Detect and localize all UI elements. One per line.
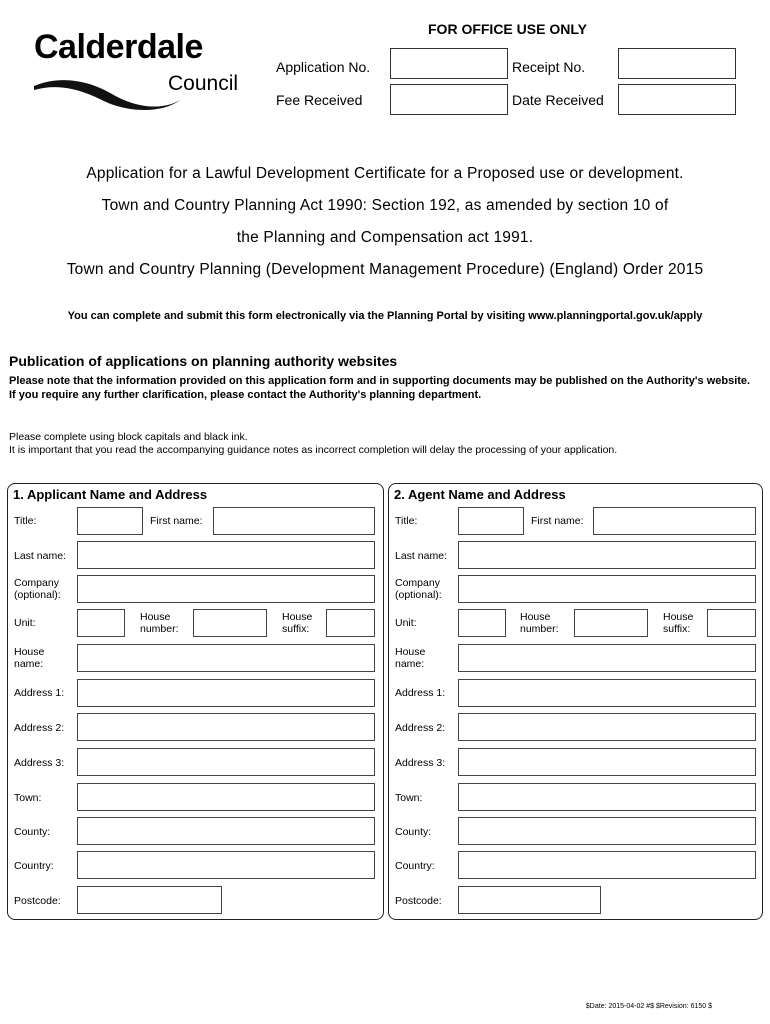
agent-first-name-input[interactable] (593, 507, 756, 535)
applicant-county-input[interactable] (77, 817, 375, 845)
applicant-address3-label: Address 3: (14, 757, 65, 769)
applicant-title-input[interactable] (77, 507, 143, 535)
application-no-label: Application No. (276, 59, 371, 75)
applicant-address2-input[interactable] (77, 713, 375, 741)
applicant-house-suffix-input[interactable] (326, 609, 375, 637)
agent-unit-label: Unit: (395, 617, 417, 629)
agent-postcode-input[interactable] (458, 886, 601, 914)
agent-unit-input[interactable] (458, 609, 506, 637)
intro-line-3: the Planning and Compensation act 1991. (236, 229, 534, 246)
revision-footer: $Date: 2015-04-02 #$ $Revision: 6150 $ (585, 1003, 712, 1010)
agent-address2-input[interactable] (458, 713, 756, 741)
agent-address3-label: Address 3: (395, 757, 446, 769)
receipt-no-field[interactable] (618, 48, 736, 79)
applicant-house-name-input[interactable] (77, 644, 375, 672)
logo-text: Calderdale (34, 28, 203, 66)
publication-text: Please note that the information provided on this application form and in supporting documents may be published on the Authority's website. If you require any further clarification, please contact the Authority's planning department. (9, 375, 751, 401)
agent-address2-label: Address 2: (395, 722, 446, 734)
agent-title-label: Title: (395, 515, 418, 527)
receipt-no-label: Receipt No. (512, 59, 586, 75)
agent-house-name-input[interactable] (458, 644, 756, 672)
agent-title-input[interactable] (458, 507, 524, 535)
agent-last-name-input[interactable] (458, 541, 756, 569)
applicant-postcode-label: Postcode: (14, 895, 61, 907)
applicant-town-label: Town: (14, 792, 42, 804)
agent-address1-label: Address 1: (395, 687, 446, 699)
guidance-line-2: It is important that you read the accompanying guidance notes as incorrect completion will delay the processing of your application. (9, 444, 618, 456)
agent-house-suffix-label: House suffix: (663, 611, 694, 635)
logo-swoosh-icon (32, 72, 182, 114)
agent-county-label: County: (395, 826, 432, 838)
applicant-title-label: Title: (14, 515, 37, 527)
agent-section-title: 2. Agent Name and Address (394, 487, 566, 502)
applicant-country-label: Country: (14, 860, 54, 872)
agent-company-input[interactable] (458, 575, 756, 603)
agent-house-number-label: House number: (520, 611, 559, 635)
applicant-address2-label: Address 2: (14, 722, 65, 734)
agent-country-input[interactable] (458, 851, 756, 879)
applicant-company-input[interactable] (77, 575, 375, 603)
applicant-address1-input[interactable] (77, 679, 375, 707)
agent-address3-input[interactable] (458, 748, 756, 776)
applicant-address3-input[interactable] (77, 748, 375, 776)
agent-address1-input[interactable] (458, 679, 756, 707)
intro-line-2: Town and Country Planning Act 1990: Section 192, as amended by section 10 of (101, 197, 669, 214)
agent-house-number-input[interactable] (574, 609, 648, 637)
publication-title: Publication of applications on planning authority websites (9, 353, 398, 369)
agent-last-name-label: Last name: (395, 550, 447, 562)
agent-house-name-label: House name: (395, 646, 426, 670)
date-received-label: Date Received (512, 92, 604, 108)
agent-house-suffix-input[interactable] (707, 609, 756, 637)
applicant-country-input[interactable] (77, 851, 375, 879)
applicant-postcode-input[interactable] (77, 886, 222, 914)
agent-first-name-label: First name: (531, 515, 584, 527)
applicant-address1-label: Address 1: (14, 687, 65, 699)
applicant-first-name-label: First name: (150, 515, 203, 527)
agent-town-label: Town: (395, 792, 423, 804)
guidance-line-1: Please complete using block capitals and black ink. (9, 431, 248, 443)
applicant-county-label: County: (14, 826, 51, 838)
agent-postcode-label: Postcode: (395, 895, 442, 907)
applicant-house-name-label: House name: (14, 646, 45, 670)
date-received-field[interactable] (618, 84, 736, 115)
applicant-house-number-input[interactable] (193, 609, 267, 637)
intro-line-4: Town and Country Planning (Development Management Procedure) (England) Order 2015 (66, 261, 704, 278)
applicant-section-title: 1. Applicant Name and Address (13, 487, 208, 502)
agent-company-label: Company (optional): (395, 577, 442, 601)
applicant-house-number-label: House number: (140, 611, 179, 635)
intro-line-1: Application for a Lawful Development Certificate for a Proposed use or development. (86, 165, 684, 182)
agent-town-input[interactable] (458, 783, 756, 811)
agent-country-label: Country: (395, 860, 435, 872)
applicant-first-name-input[interactable] (213, 507, 375, 535)
office-use-title: FOR OFFICE USE ONLY (428, 21, 587, 37)
portal-note: You can complete and submit this form electronically via the Planning Portal by visiting www.planningportal.gov.uk/apply (67, 310, 703, 322)
applicant-house-suffix-label: House suffix: (282, 611, 313, 635)
applicant-company-label: Company (optional): (14, 577, 61, 601)
agent-county-input[interactable] (458, 817, 756, 845)
fee-received-field[interactable] (390, 84, 508, 115)
applicant-town-input[interactable] (77, 783, 375, 811)
applicant-last-name-label: Last name: (14, 550, 66, 562)
fee-received-label: Fee Received (276, 92, 363, 108)
applicant-last-name-input[interactable] (77, 541, 375, 569)
applicant-unit-input[interactable] (77, 609, 125, 637)
logo-subtext: Council (168, 72, 239, 95)
application-no-field[interactable] (390, 48, 508, 79)
applicant-unit-label: Unit: (14, 617, 36, 629)
